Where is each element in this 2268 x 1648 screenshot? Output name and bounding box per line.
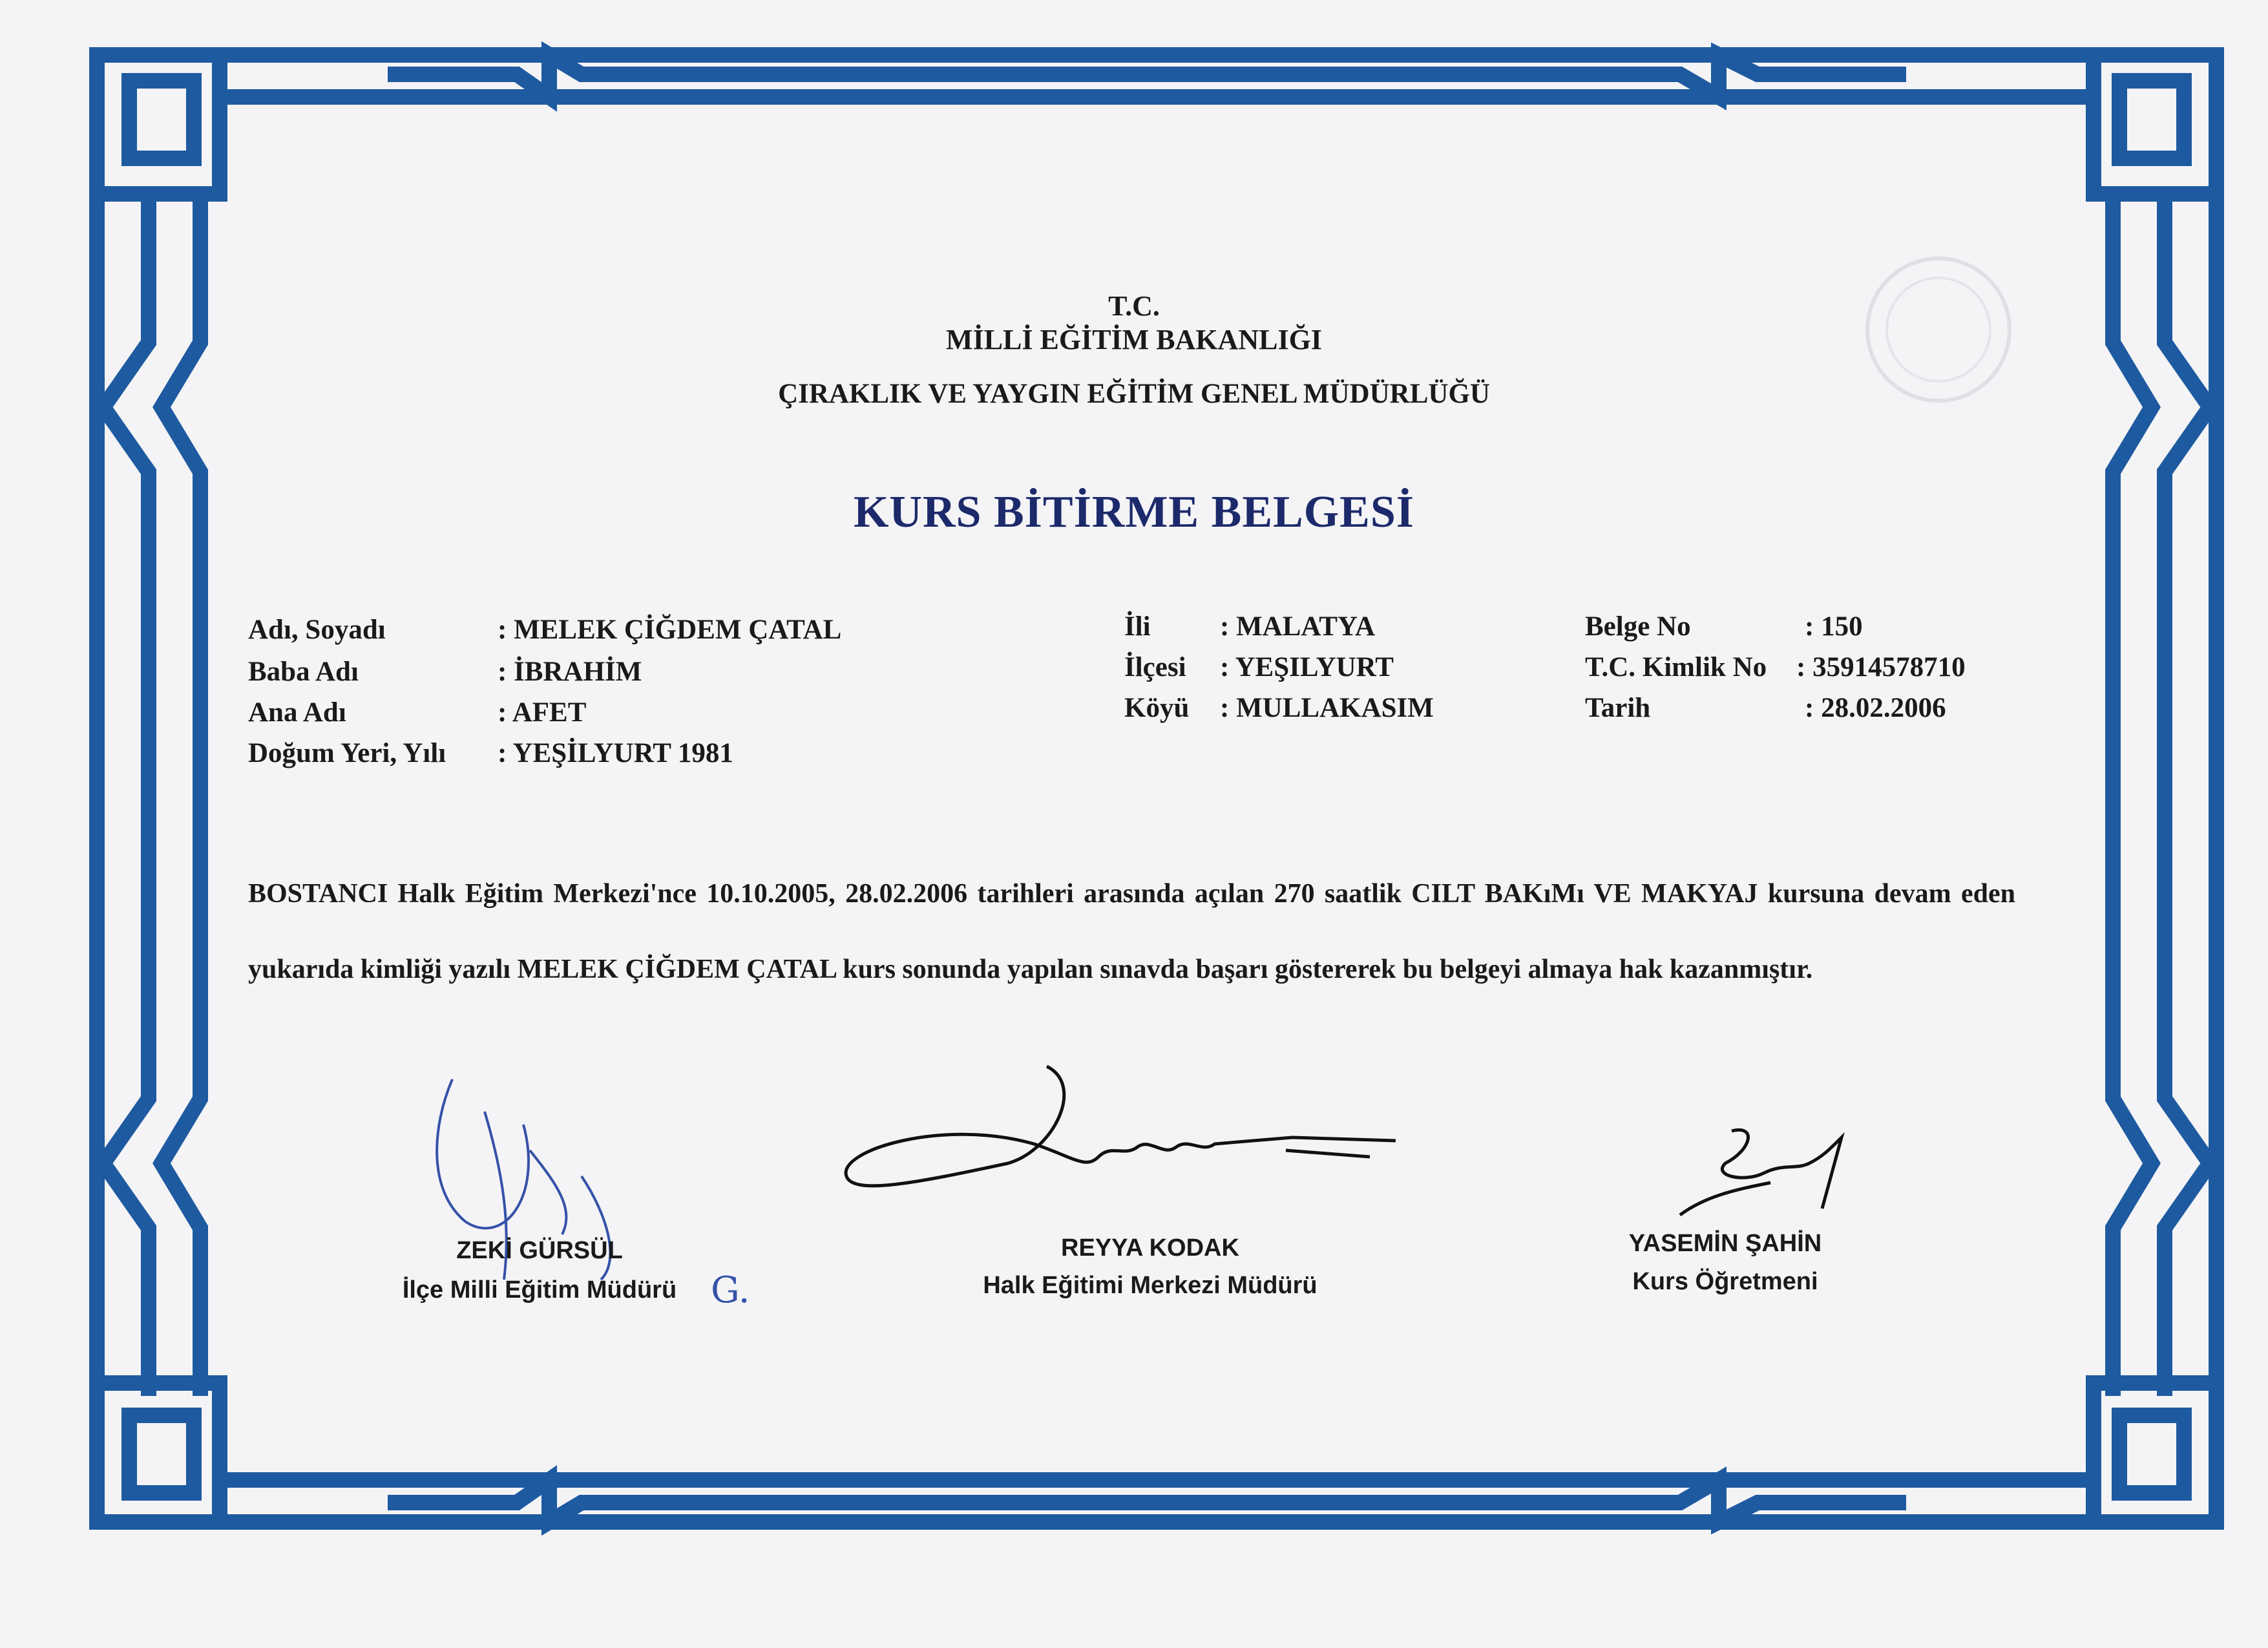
left-signatory-role: İlçe Milli Eğitim Müdürü [402, 1276, 677, 1304]
center-signatory-role: Halk Eğitimi Merkezi Müdürü [983, 1272, 1318, 1299]
district-value: : YEŞILYURT [1220, 652, 1394, 682]
mother-value: : AFET [498, 697, 587, 728]
left-signatory-name: ZEKİ GÜRSÜL [456, 1237, 623, 1264]
name-label: Adı, Soyadı [248, 615, 386, 645]
svg-text:G.: G. [711, 1269, 750, 1311]
birth-label: Doğum Yeri, Yılı [248, 738, 446, 768]
date-label: Tarih [1585, 693, 1651, 723]
center-signatory-name: REYYA KODAK [1061, 1234, 1239, 1262]
id-number-value: : 35914578710 [1796, 652, 1966, 682]
village-label: Köyü [1124, 693, 1190, 723]
header-ministry: MİLLİ EĞİTİM BAKANLIĞI [946, 324, 1322, 355]
date-value: : 28.02.2006 [1805, 693, 1946, 723]
right-signatory-role: Kurs Öğretmeni [1632, 1268, 1818, 1295]
header-directorate: ÇIRAKLIK VE YAYGIN EĞİTİM GENEL MÜDÜRLÜĞÜ [778, 379, 1490, 409]
province-value: : MALATYA [1220, 611, 1376, 642]
birth-value: : YEŞİLYURT 1981 [498, 738, 733, 768]
document-number-label: Belge No [1585, 611, 1691, 642]
right-signatory-name: YASEMİN ŞAHİN [1628, 1230, 1822, 1257]
document-title: KURS BİTİRME BELGESİ [853, 487, 1415, 537]
certificate-paragraph: BOSTANCI Halk Eğitim Merkezi'nce 10.10.2005, 28.02.2006 tarihleri arasında açılan 270 saatlik CILT BAKıMı VE MAKYAJ kursuna devam eden yukarıda kimliği yazılı MELEK ÇİĞDEM ÇATAL kurs sonunda yapılan sınavda başarı göstererek bu belgeyi almaya hak kazanmıştır. [248, 879, 2015, 984]
left-initial-mark [711, 1263, 782, 1315]
mother-label: Ana Adı [248, 697, 346, 728]
document-number-value: : 150 [1805, 611, 1863, 642]
header-tc: T.C. [1108, 290, 1160, 322]
village-value: : MULLAKASIM [1220, 693, 1434, 723]
name-value: : MELEK ÇİĞDEM ÇATAL [498, 615, 842, 645]
father-label: Baba Adı [248, 657, 359, 687]
center-signature [840, 1060, 1396, 1247]
district-label: İlçesi [1124, 652, 1186, 682]
father-value: : İBRAHİM [498, 657, 642, 687]
id-number-label: T.C. Kimlik No [1585, 652, 1767, 682]
province-label: İli [1124, 611, 1151, 642]
